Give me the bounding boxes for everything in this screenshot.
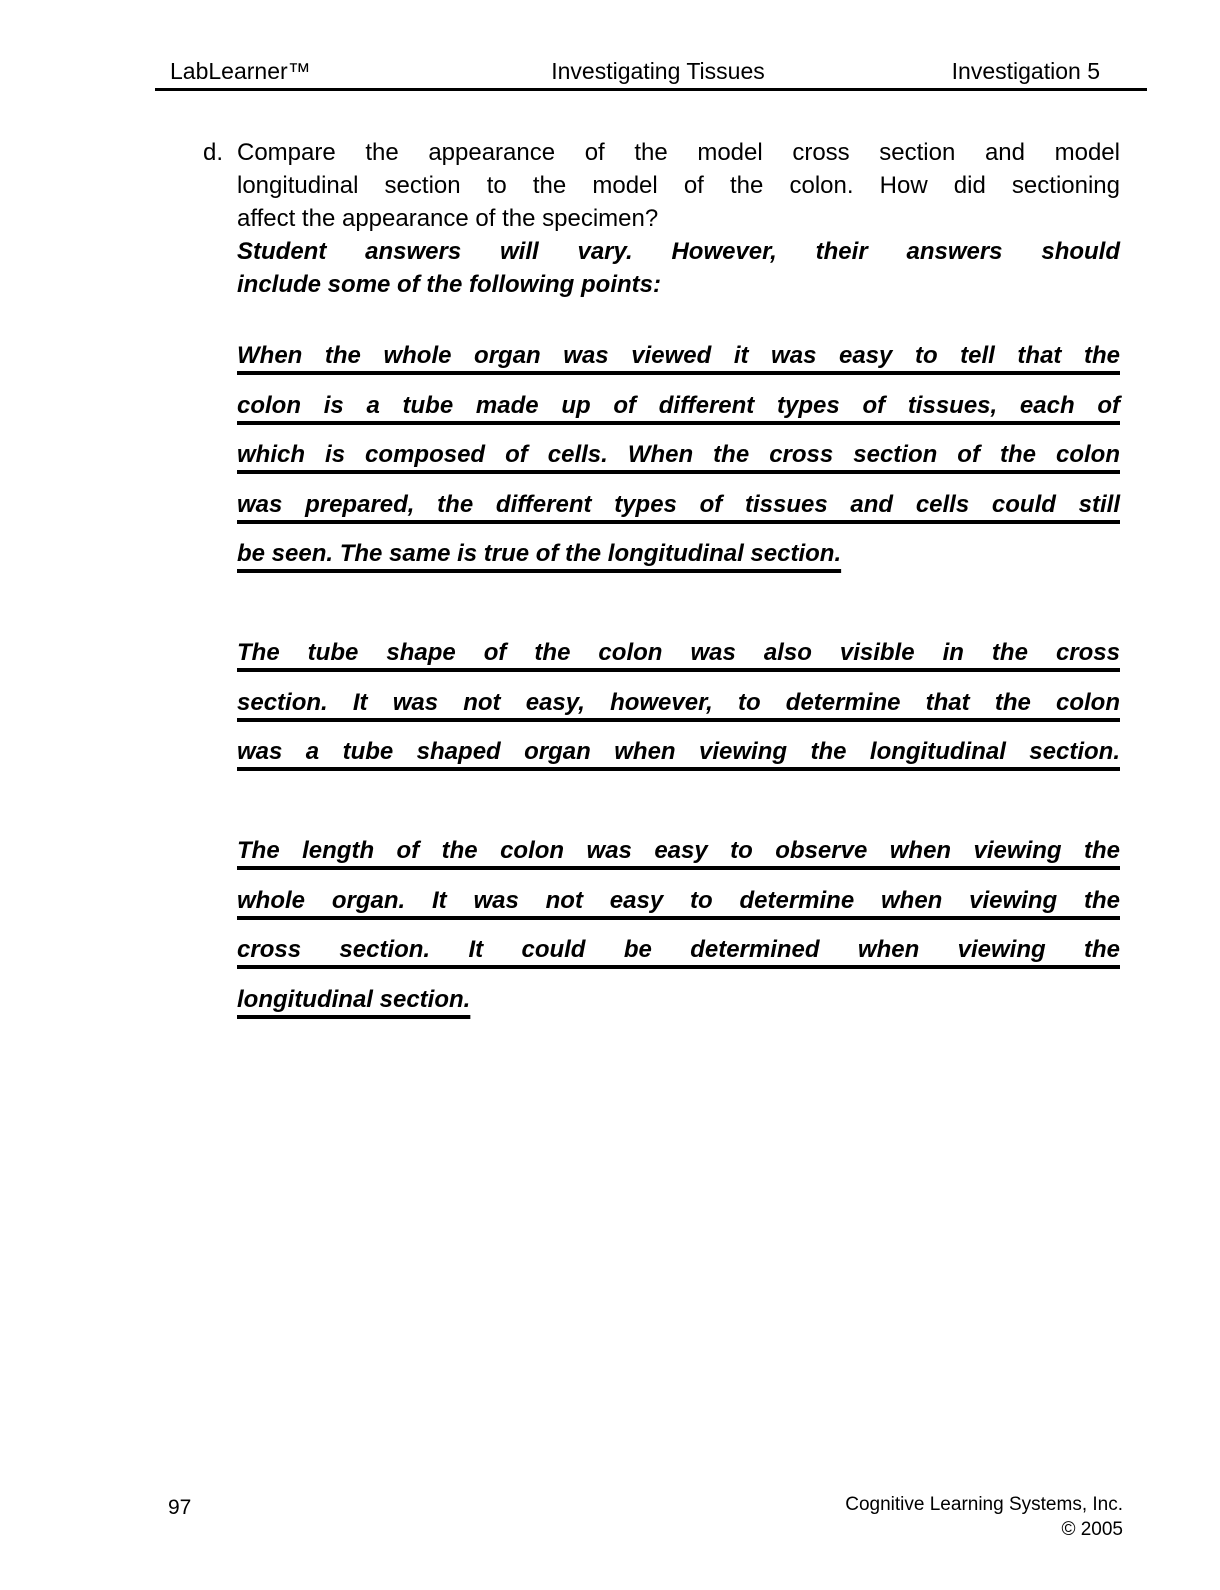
header-brand: LabLearner™: [170, 58, 311, 84]
question-text: [237, 136, 1120, 235]
page-number: 97: [168, 1496, 192, 1519]
text-line: was prepared, the different types of tissues and cells could still: [237, 490, 1120, 518]
header-section-title: Investigation 5: [951, 58, 1100, 84]
text-line: whole organ. It was not easy to determine when viewing the: [237, 886, 1120, 914]
footer-publisher: [845, 1492, 1123, 1542]
text-line: was a tube shaped organ when viewing the longitudinal section.: [237, 738, 1120, 765]
text-line: which is composed of cells. When the cross section of the colon: [237, 441, 1120, 468]
text-line: The tube shape of the colon was also visible in the cross: [237, 639, 1120, 666]
header-divider: [155, 88, 1147, 91]
answer-note: [237, 235, 1120, 301]
question-letter: d.: [203, 139, 224, 166]
text-line: longitudinal section.: [237, 985, 471, 1013]
text-line: Student answers will vary. However, their answers should: [237, 238, 1120, 265]
header-document-title: Investigating Tissues: [551, 58, 765, 84]
answer-paragraph-2: [237, 628, 1120, 777]
footer-company: Cognitive Learning Systems, Inc.: [845, 1494, 1123, 1515]
text-line: include some of the following points:: [237, 271, 661, 298]
text-line: When the whole organ was viewed it was easy to tell that the: [237, 342, 1120, 369]
text-line: section. It was not easy, however, to determine that the colon: [237, 688, 1120, 716]
answer-paragraph-3: [237, 826, 1120, 1024]
text-line: affect the appearance of the specimen?: [237, 205, 659, 232]
text-line: colon is a tube made up of different types of tissues, each of: [237, 391, 1120, 419]
footer-copyright: © 2005: [1061, 1519, 1123, 1540]
text-line: Compare the appearance of the model cross section and model: [237, 139, 1120, 166]
text-line: The length of the colon was easy to observe when viewing the: [237, 837, 1120, 864]
text-line: cross section. It could be determined when viewing the: [237, 936, 1120, 963]
text-line: be seen. The same is true of the longitudinal section.: [237, 540, 842, 567]
answer-paragraph-1: [237, 331, 1120, 579]
text-line: longitudinal section to the model of the colon. How did sectioning: [237, 172, 1120, 199]
